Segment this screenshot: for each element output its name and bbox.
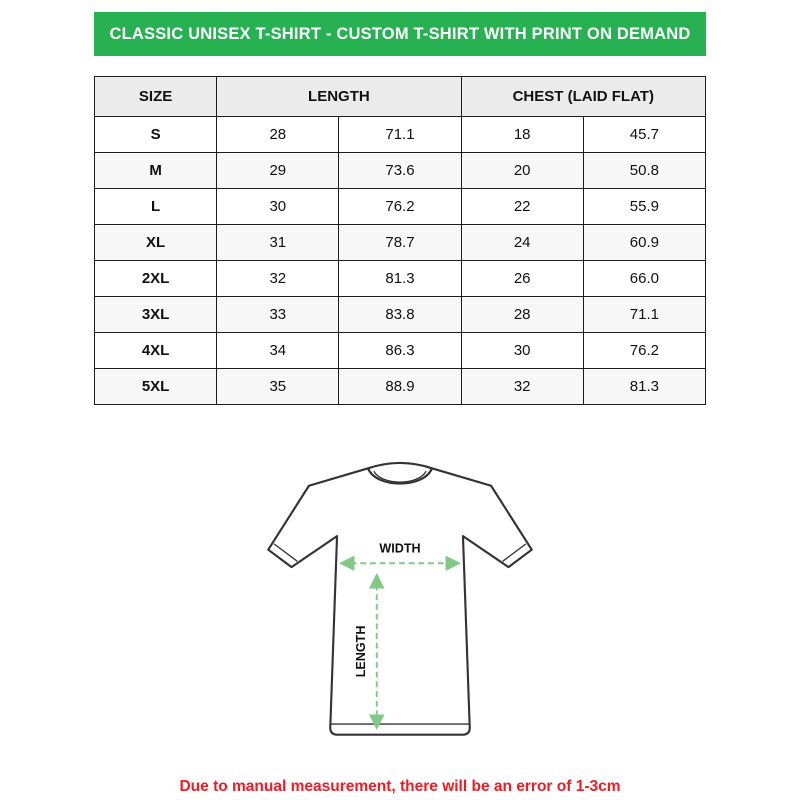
cell-chest-in: 18 <box>461 117 583 153</box>
cell-size: S <box>95 117 217 153</box>
width-label: WIDTH <box>379 541 421 556</box>
header-chest: CHEST (LAID FLAT) <box>461 77 705 117</box>
cell-chest-cm: 60.9 <box>583 225 705 261</box>
table-row <box>95 333 706 369</box>
cell-chest-in: 24 <box>461 225 583 261</box>
collar-back-line <box>368 463 432 468</box>
table-row <box>95 225 706 261</box>
table-row <box>95 261 706 297</box>
cell-chest-cm: 81.3 <box>583 369 705 405</box>
cell-chest-in: 20 <box>461 153 583 189</box>
cell-length-in: 33 <box>217 297 339 333</box>
tshirt-measurement-diagram <box>240 447 560 762</box>
cell-chest-cm: 71.1 <box>583 297 705 333</box>
cell-chest-in: 26 <box>461 261 583 297</box>
cell-length-cm: 73.6 <box>339 153 461 189</box>
cell-size: L <box>95 189 217 225</box>
cell-length-cm: 71.1 <box>339 117 461 153</box>
cell-length-cm: 86.3 <box>339 333 461 369</box>
table-row <box>95 189 706 225</box>
cell-chest-in: 22 <box>461 189 583 225</box>
cell-length-in: 32 <box>217 261 339 297</box>
cell-length-cm: 88.9 <box>339 369 461 405</box>
cell-chest-cm: 45.7 <box>583 117 705 153</box>
cell-size: 2XL <box>95 261 217 297</box>
cell-length-cm: 76.2 <box>339 189 461 225</box>
size-chart-page <box>0 12 800 800</box>
cell-length-cm: 78.7 <box>339 225 461 261</box>
cell-length-in: 30 <box>217 189 339 225</box>
tshirt-outline <box>268 468 532 734</box>
header-size: SIZE <box>95 77 217 117</box>
header-length: LENGTH <box>217 77 461 117</box>
cell-length-in: 28 <box>217 117 339 153</box>
cell-length-in: 34 <box>217 333 339 369</box>
cell-chest-in: 28 <box>461 297 583 333</box>
cell-size: M <box>95 153 217 189</box>
page-title: CLASSIC UNISEX T-SHIRT - CUSTOM T-SHIRT WITH PRINT ON DEMAND <box>109 24 691 43</box>
cell-length-cm: 81.3 <box>339 261 461 297</box>
cell-size: XL <box>95 225 217 261</box>
cell-chest-in: 32 <box>461 369 583 405</box>
cell-chest-cm: 55.9 <box>583 189 705 225</box>
table-row <box>95 297 706 333</box>
table-row <box>95 153 706 189</box>
measurement-error-note: Due to manual measurement, there will be an error of 1-3cm <box>179 778 621 795</box>
table-row <box>95 369 706 405</box>
cell-size: 4XL <box>95 333 217 369</box>
cell-length-in: 35 <box>217 369 339 405</box>
table-row <box>95 117 706 153</box>
title-banner <box>94 12 706 56</box>
cell-chest-cm: 66.0 <box>583 261 705 297</box>
size-table <box>94 76 706 405</box>
tshirt-diagram-icon <box>245 447 555 757</box>
cell-chest-in: 30 <box>461 333 583 369</box>
cell-length-in: 29 <box>217 153 339 189</box>
length-label: LENGTH <box>354 625 369 678</box>
cell-size: 3XL <box>95 297 217 333</box>
cell-length-cm: 83.8 <box>339 297 461 333</box>
cell-length-in: 31 <box>217 225 339 261</box>
cell-chest-cm: 76.2 <box>583 333 705 369</box>
cell-size: 5XL <box>95 369 217 405</box>
table-header-row <box>95 77 706 117</box>
cell-chest-cm: 50.8 <box>583 153 705 189</box>
